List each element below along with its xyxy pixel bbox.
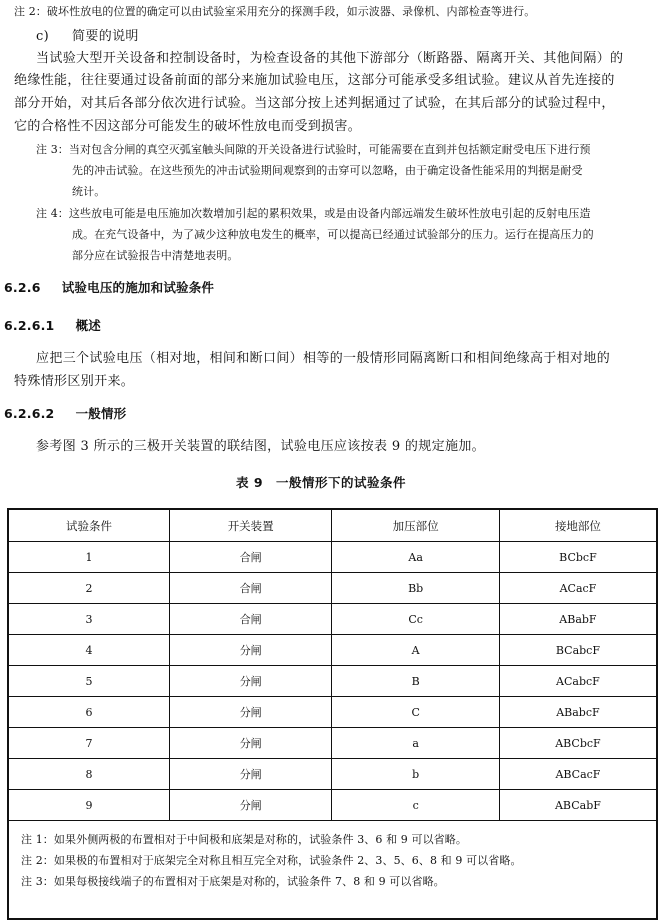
note-4-line-1: 注 4：这些放电可能是电压施加次数增加引起的累积效果，或是由设备内部远端发生破坏性放电引起的反射电压造 [36,207,591,220]
table-row [8,790,657,821]
cell-condition: 7 [8,728,169,759]
cell-earth-connected: ABCacF [499,759,657,790]
section-6-2-6-1-heading [4,316,101,334]
table-row [8,573,657,604]
cell-switch-state: 分闸 [169,728,331,759]
table-row [8,759,657,790]
section-6-2-6-1-number: 6.2.6.1 [4,318,55,333]
table-note-1: 注 1：如果外侧两极的布置相对于中间极和底架是对称的，试验条件 3、6 和 9 可以省略。 [21,833,467,846]
section-c-para-line-1: 当试验大型开关设备和控制设备时，为检查设备的其他下游部分（断路器、隔离开关、其他间隔）的 [36,51,624,66]
section-6-2-6-number: 6.2.6 [4,280,41,295]
table-row [8,542,657,573]
cell-voltage-applied: a [332,728,499,759]
cell-voltage-applied: c [332,790,499,821]
cell-switch-state: 合闸 [169,604,331,635]
cell-earth-connected: ABabcF [499,697,657,728]
table-row [8,604,657,635]
section-6-2-6-1-para-line-2: 特殊情形区别开来。 [14,374,135,389]
section-6-2-6-1-para-line-1: 应把三个试验电压（相对地，相间和断口间）相等的一般情形同隔离断口和相间绝缘高于相对地的 [36,351,611,366]
section-6-2-6-1-title: 概述 [75,318,101,333]
table-note-3: 注 3：如果每极接线端子的布置相对于底架是对称的，试验条件 7、8 和 9 可以省略。 [21,875,445,888]
table-9 [7,508,658,920]
cell-earth-connected: ACacF [499,573,657,604]
section-c-label: c) [36,29,50,44]
table-row [8,635,657,666]
cell-condition: 3 [8,604,169,635]
section-6-2-6-heading [4,278,214,296]
cell-switch-state: 分闸 [169,635,331,666]
table-notes-row [8,821,657,920]
note-3-line-1: 注 3：当对包含分闸的真空灭弧室触头间隙的开关设备进行试验时，可能需要在直到并包括额定耐受电压下进行预 [36,143,591,156]
cell-condition: 9 [8,790,169,821]
cell-voltage-applied: b [332,759,499,790]
header-earth-connected-to: 接地部位 [499,509,657,542]
section-c-heading [36,25,139,44]
note-3-line-2: 先的冲击试验。在这些预先的冲击试验期间观察到的击穿可以忽略，由于确定设备性能采用的判据是耐受 [72,164,583,177]
cell-condition: 4 [8,635,169,666]
section-6-2-6-2-para: 参考图 3 所示的三极开关装置的联结图，试验电压应该按表 9 的规定施加。 [36,439,486,454]
cell-condition: 6 [8,697,169,728]
cell-switch-state: 分闸 [169,666,331,697]
table-header-row [8,509,657,542]
cell-condition: 8 [8,759,169,790]
cell-earth-connected: ABCabF [499,790,657,821]
cell-switch-state: 分闸 [169,697,331,728]
cell-voltage-applied: Bb [332,573,499,604]
cell-voltage-applied: C [332,697,499,728]
header-test-condition: 试验条件 [8,509,169,542]
table-9-caption: 表 9 一般情形下的试验条件 [236,475,407,490]
table-row [8,697,657,728]
table-note-2: 注 2：如果极的布置相对于底架完全对称且相互完全对称，试验条件 2、3、5、6、8 和 9 可以省略。 [21,854,522,867]
cell-voltage-applied: Aa [332,542,499,573]
cell-earth-connected: BCbcF [499,542,657,573]
cell-voltage-applied: B [332,666,499,697]
section-c-para-line-3: 部分开始，对其后各部分依次进行试验。当这部分按上述判据通过了试验，在其后部分的试验过程中， [14,96,615,111]
header-switching-device: 开关装置 [169,509,331,542]
cell-voltage-applied: Cc [332,604,499,635]
cell-condition: 5 [8,666,169,697]
table-row [8,666,657,697]
note-4-line-2: 成。在充气设备中，为了减少这种放电发生的概率，可以提高已经通过试验部分的压力。运行在提高压力的 [72,228,594,241]
section-c-title: 简要的说明 [72,29,139,44]
cell-earth-connected: BCabcF [499,635,657,666]
cell-switch-state: 分闸 [169,790,331,821]
cell-voltage-applied: A [332,635,499,666]
note-2-top: 注 2：破坏性放电的位置的确定可以由试验室采用充分的探测手段，如示波器、录像机、内部检查等进行。 [14,5,536,18]
section-6-2-6-2-heading [4,404,126,422]
cell-earth-connected: ACabcF [499,666,657,697]
table-row [8,728,657,759]
note-3-line-3: 统计。 [72,185,106,198]
cell-condition: 1 [8,542,169,573]
cell-switch-state: 合闸 [169,573,331,604]
section-c-para-line-4: 它的合格性不因这部分可能发生的破坏性放电而受到损害。 [14,119,362,134]
cell-switch-state: 分闸 [169,759,331,790]
section-c-para-line-2: 绝缘性能，往往要通过设备前面的部分来施加试验电压，这部分可能承受多组试验。建议从首先连接的 [14,73,615,88]
section-6-2-6-title: 试验电压的施加和试验条件 [61,280,215,295]
cell-earth-connected: ABabF [499,604,657,635]
cell-earth-connected: ABCbcF [499,728,657,759]
table-notes-cell [8,821,657,920]
cell-condition: 2 [8,573,169,604]
cell-switch-state: 合闸 [169,542,331,573]
section-6-2-6-2-title: 一般情形 [75,406,127,421]
header-voltage-applied-to: 加压部位 [332,509,499,542]
note-4-line-3: 部分应在试验报告中清楚地表明。 [72,249,239,262]
section-6-2-6-2-number: 6.2.6.2 [4,406,55,421]
